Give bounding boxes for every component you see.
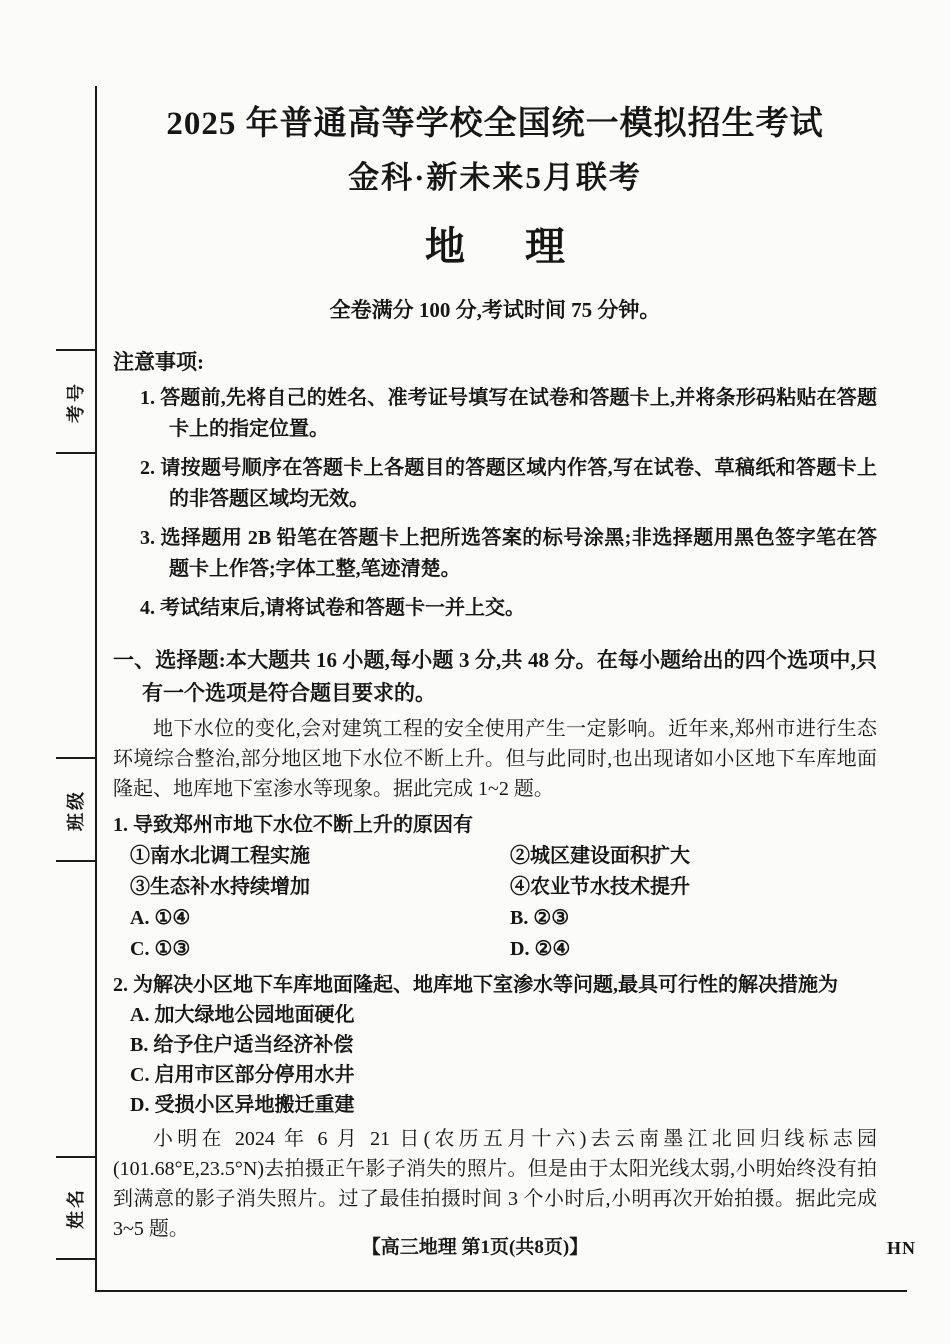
exam-info-line: 全卷满分 100 分,考试时间 75 分钟。 bbox=[329, 298, 661, 322]
seal-line bbox=[56, 757, 95, 759]
question-1-option: B. ②③ bbox=[510, 907, 570, 929]
seal-label-text: 姓名 bbox=[66, 1187, 86, 1229]
question-2-option-d: D. 受损小区异地搬迁重建 bbox=[130, 1094, 355, 1116]
subject-title: 地理 bbox=[425, 224, 625, 269]
seal-label-text: 班级 bbox=[66, 789, 86, 831]
exam-subtitle: 金科·新未来5月联考 bbox=[348, 160, 642, 195]
seal-line bbox=[56, 452, 95, 454]
passage-1: 地下水位的变化,会对建筑工程的安全使用产生一定影响。近年来,郑州市进行生态环境综合整治,部分地区地下水位不断上升。但与此同时,也出现诸如小区地下车库地面隆起、地库地下室渗水等现象。据此完成 1~2 题。 bbox=[113, 718, 877, 800]
notice-item-2: 2. 请按题号顺序在答题卡上各题目的答题区域内作答,写在试卷、草稿纸和答题卡上的非答题区域均无效。 bbox=[140, 457, 877, 510]
seal-line bbox=[56, 349, 95, 351]
notice-item-4: 4. 考试结束后,请将试卷和答题卡一并上交。 bbox=[140, 597, 525, 619]
question-1-option-row-2 bbox=[130, 872, 877, 902]
seal-label-text: 考号 bbox=[66, 381, 86, 423]
question-1-option: ④农业节水技术提升 bbox=[510, 876, 690, 898]
question-1-option-row-3 bbox=[130, 903, 877, 933]
question-1-option-row-1 bbox=[130, 841, 877, 871]
passage-2: 小明在 2024 年 6 月 21 日(农历五月十六)去云南墨江北回归线标志园(101.68°E,23.5°N)去拍摄正午影子消失的照片。但是由于太阳光线太弱,小明始终没有拍到满意的影子消失照片。过了最佳拍摄时间 3 个小时后,小明再次开始拍摄。据此完成 3~5 题。 bbox=[113, 1128, 877, 1240]
page-frame-bottom-line bbox=[95, 1290, 907, 1292]
notices-heading: 注意事项: bbox=[113, 350, 204, 374]
seal-line bbox=[56, 1156, 95, 1158]
seal-label-exam-number bbox=[54, 372, 96, 432]
seal-label-class bbox=[54, 780, 96, 840]
section-1-heading: 一、选择题:本大题共 16 小题,每小题 3 分,共 48 分。在每小题给出的四个选项中,只有一个选项是符合题目要求的。 bbox=[113, 648, 877, 705]
question-2-stem: 2. 为解决小区地下车库地面隆起、地库地下室渗水等问题,最具可行性的解决措施为 bbox=[113, 974, 838, 996]
exam-title: 2025 年普通高等学校全国统一模拟招生考试 bbox=[166, 106, 824, 142]
seal-line bbox=[56, 860, 95, 862]
question-1-option-row-4 bbox=[130, 934, 877, 964]
question-1-option: ①南水北调工程实施 bbox=[130, 845, 310, 867]
question-2-option-a: A. 加大绿地公园地面硬化 bbox=[130, 1004, 355, 1026]
paper-content bbox=[113, 0, 877, 1244]
seal-label-name bbox=[54, 1178, 96, 1238]
question-1-option: A. ①④ bbox=[130, 907, 191, 929]
question-1-option: ③生态补水持续增加 bbox=[130, 876, 310, 898]
question-2-option-b: B. 给予住户适当经济补偿 bbox=[130, 1034, 354, 1056]
question-1-stem: 1. 导致郑州市地下水位不断上升的原因有 bbox=[113, 814, 473, 836]
notice-item-3: 3. 选择题用 2B 铅笔在答题卡上把所选答案的标号涂黑;非选择题用黑色签字笔在答题卡上作答;字体工整,笔迹清楚。 bbox=[140, 527, 877, 580]
question-2-option-c: C. 启用市区部分停用水井 bbox=[130, 1064, 355, 1086]
footer-page-label: 【高三地理 第1页(共8页)】 bbox=[361, 1237, 589, 1258]
footer-version-code: HN bbox=[887, 1238, 916, 1258]
page-frame-left-line bbox=[95, 86, 97, 1292]
question-1-option: C. ①③ bbox=[130, 938, 191, 960]
notice-item-1: 1. 答题前,先将自己的姓名、准考证号填写在试卷和答题卡上,并将条形码粘贴在答题卡上的指定位置。 bbox=[140, 387, 877, 440]
question-1-option: ②城区建设面积扩大 bbox=[510, 845, 690, 867]
question-1-option: D. ②④ bbox=[510, 938, 571, 960]
